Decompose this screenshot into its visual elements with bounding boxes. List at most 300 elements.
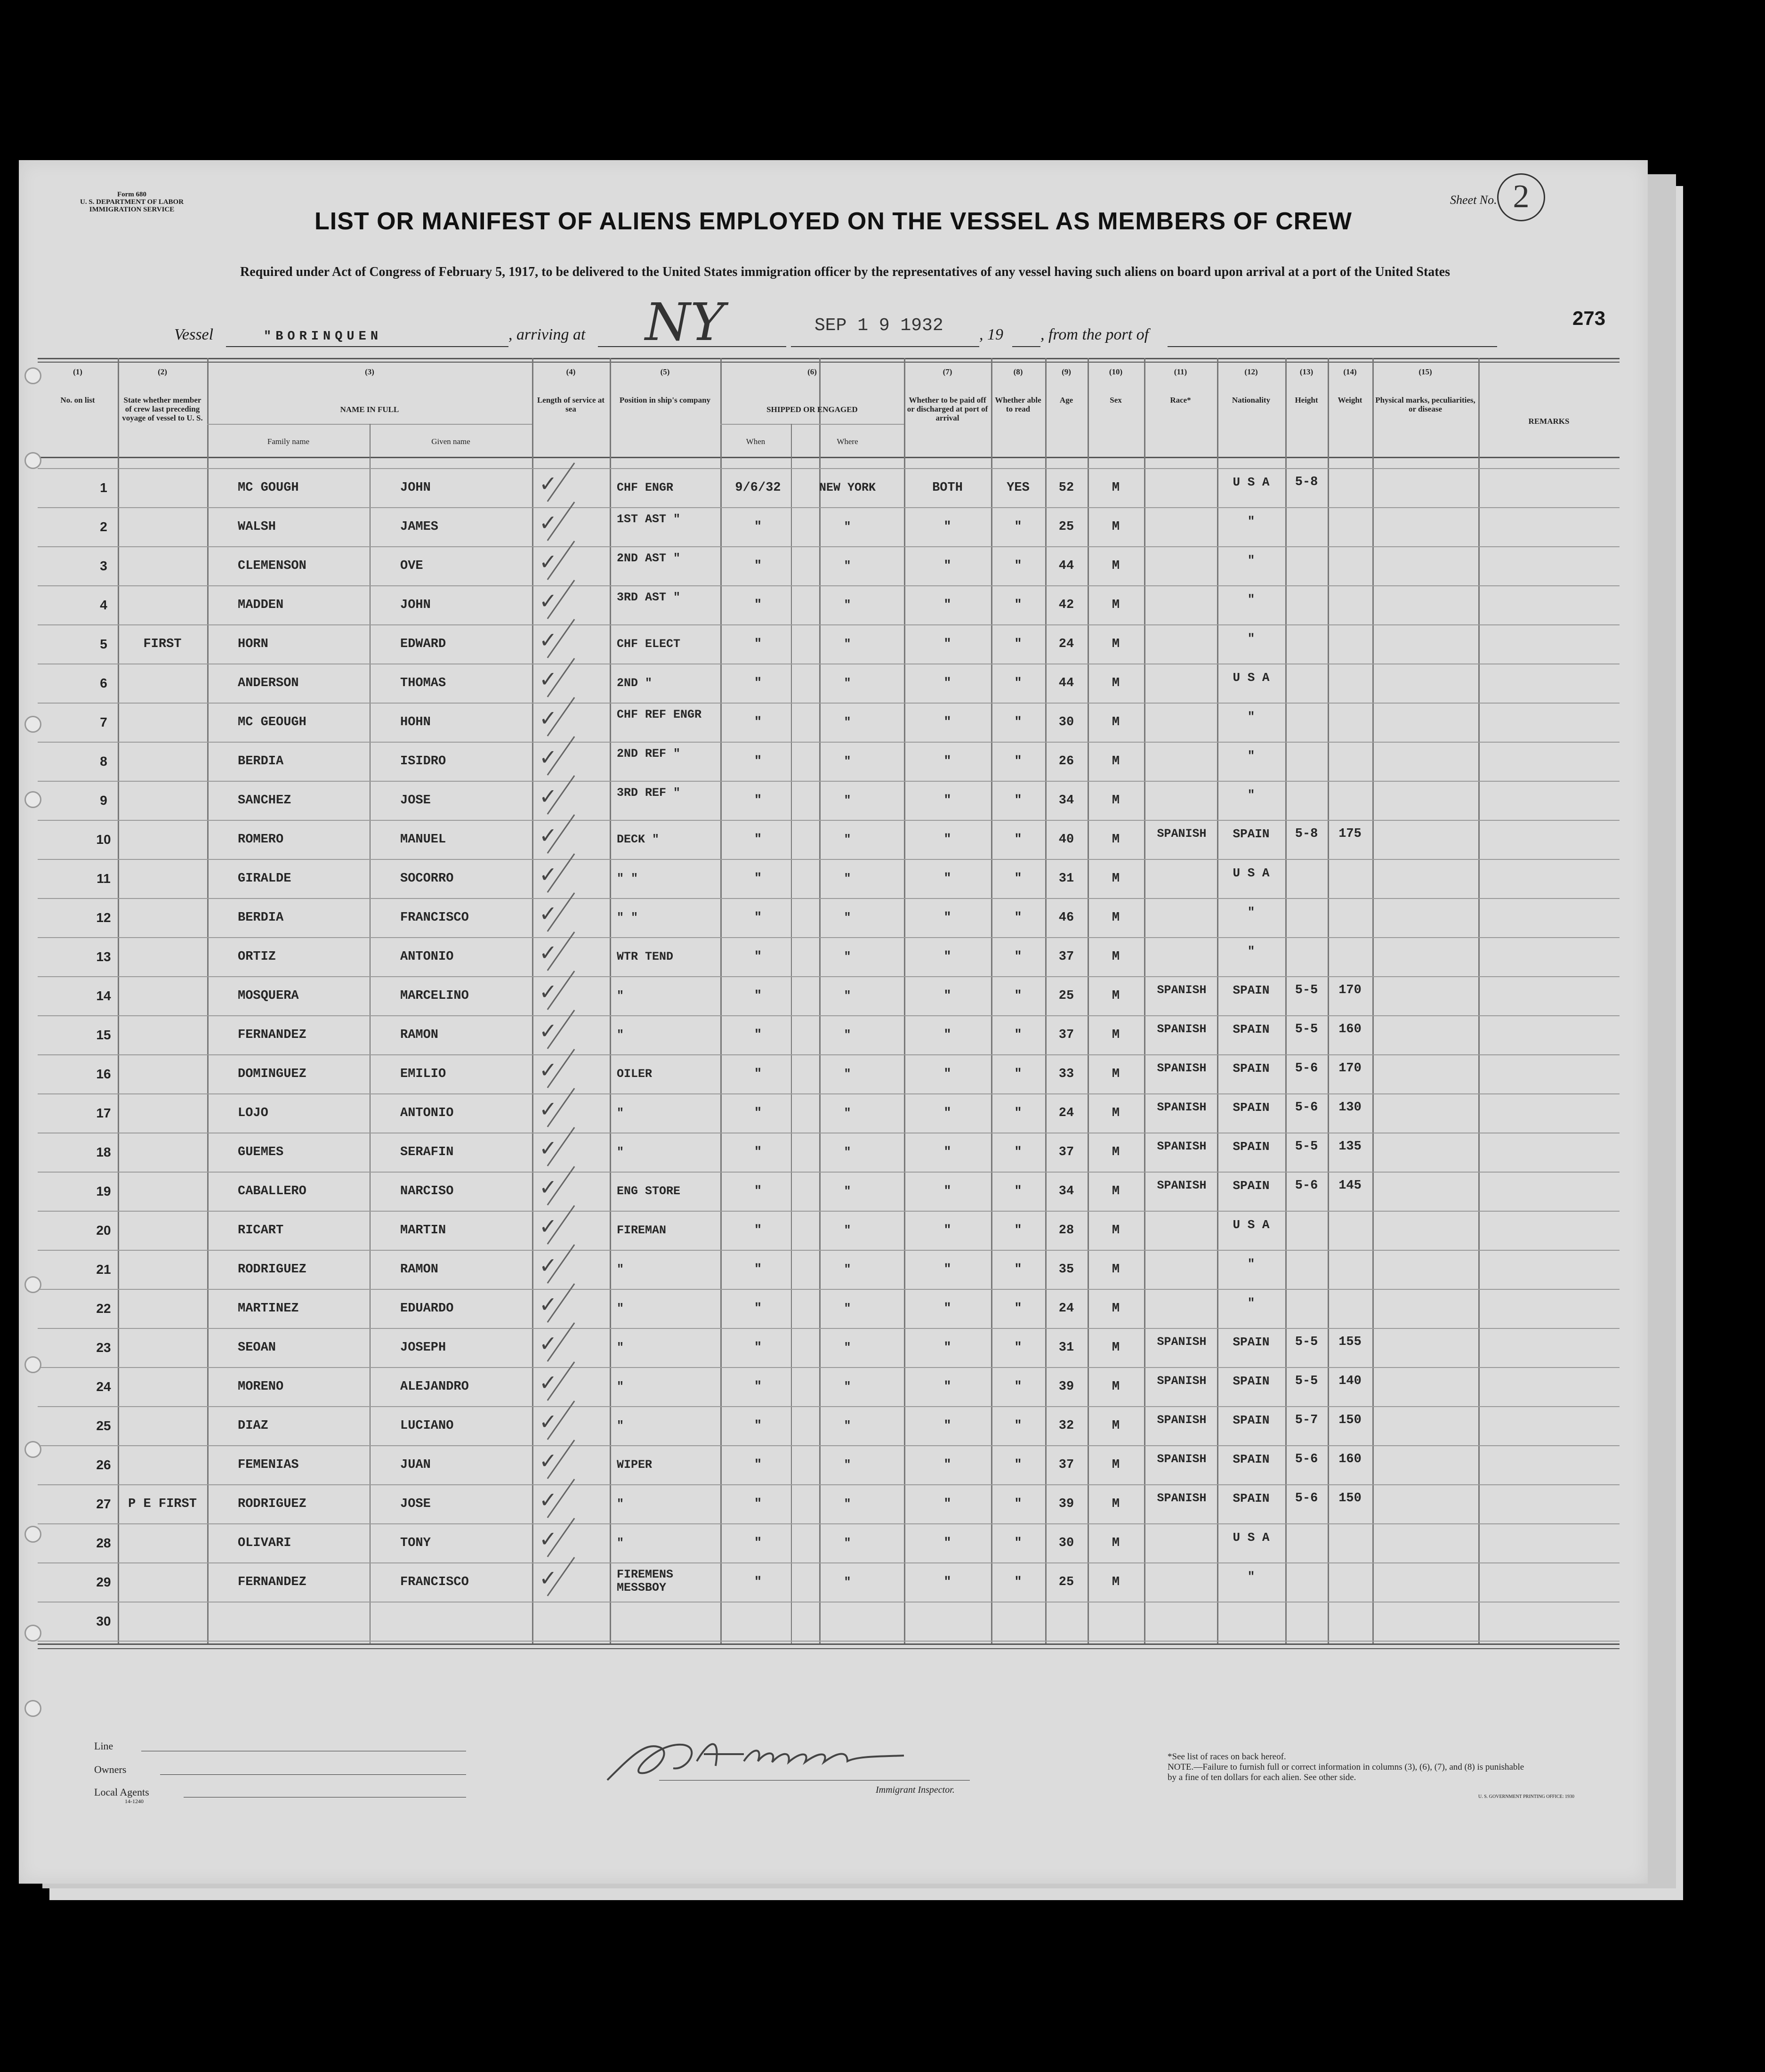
nationality-cell: SPAIN (1233, 1335, 1270, 1349)
paid-off-cell: " (943, 637, 951, 651)
row-number: 1 (100, 480, 107, 495)
header-number: (12) (1244, 367, 1258, 376)
weight-cell: 145 (1338, 1179, 1362, 1193)
penalty-note: NOTE.—Failure to furnish full or correct information in columns (3), (6), (7), and (8) is punishable by a fine of ten dollars for each alien. See other side. (1168, 1762, 1524, 1782)
shipped-where-cell: " (844, 637, 851, 651)
check-mark-icon: ✓ (539, 940, 557, 965)
given-name-cell: MARCELINO (400, 989, 469, 1003)
races-note: *See list of races on back hereof. (1168, 1752, 1286, 1762)
family-name-cell: BERDIA (238, 911, 284, 925)
arriving-at-label: , arriving at (508, 326, 586, 343)
height-cell: 5-6 (1295, 1179, 1318, 1193)
able-to-read-cell: YES (1007, 481, 1030, 495)
given-name-cell: JOHN (400, 481, 431, 495)
row-rule (38, 1523, 1620, 1524)
height-cell: 5-6 (1295, 1061, 1318, 1076)
shipped-where-cell: " (844, 1419, 851, 1433)
row-rule (38, 898, 1620, 899)
given-name-cell: EDWARD (400, 637, 446, 651)
shipped-when-cell: " (754, 559, 762, 573)
from-port-label: , from the port of (1040, 326, 1149, 343)
binder-hole (24, 1625, 41, 1642)
age-cell: 40 (1058, 833, 1074, 847)
vessel-label: Vessel (174, 326, 214, 343)
header-label: Race* (1170, 396, 1191, 405)
shipped-when-cell: " (754, 1497, 762, 1511)
race-cell: SPANISH (1157, 1179, 1207, 1192)
row-number: 7 (100, 715, 107, 729)
shipped-when-cell: " (754, 872, 762, 886)
given-name-cell: OVE (400, 559, 423, 573)
position-cell: ENG STORE (617, 1184, 681, 1198)
race-cell: SPANISH (1157, 1101, 1207, 1114)
weight-cell: 140 (1338, 1374, 1362, 1388)
header-label: Position in ship's company (619, 396, 711, 405)
department-name: U. S. DEPARTMENT OF LABOR (80, 198, 184, 206)
sex-cell: M (1112, 1458, 1120, 1472)
able-to-read-cell: " (1014, 833, 1022, 847)
nationality-cell: " (1247, 631, 1255, 646)
check-mark-icon: ✓ (539, 627, 557, 653)
age-cell: 35 (1058, 1263, 1074, 1277)
nationality-cell: SPAIN (1233, 1179, 1270, 1193)
paid-off-cell: " (943, 520, 951, 534)
row-number: 28 (96, 1536, 111, 1550)
binder-hole (24, 1441, 41, 1458)
check-mark-icon: ✓ (539, 1409, 557, 1434)
shipped-where-cell: " (844, 1575, 851, 1589)
check-mark-icon: ✓ (539, 1565, 557, 1591)
nationality-cell: " (1247, 905, 1255, 919)
header-sublabel: Given name (431, 437, 470, 446)
given-name-cell: FRANCISCO (400, 911, 469, 925)
sex-cell: M (1112, 1106, 1120, 1120)
given-name-cell: JAMES (400, 520, 439, 534)
able-to-read-cell: " (1014, 1536, 1022, 1550)
paid-off-cell: " (943, 598, 951, 612)
age-cell: 25 (1058, 520, 1074, 534)
family-name-cell: OLIVARI (238, 1536, 291, 1550)
nationality-cell: SPAIN (1233, 827, 1270, 841)
given-name-cell: RAMON (400, 1028, 439, 1042)
shipped-where-cell: " (844, 1184, 851, 1198)
age-cell: 37 (1058, 1458, 1074, 1472)
row-number: 8 (100, 754, 107, 769)
header-number: (11) (1174, 367, 1187, 376)
sex-cell: M (1112, 1341, 1120, 1355)
paid-off-cell: " (943, 715, 951, 729)
age-cell: 44 (1058, 676, 1074, 690)
table-top-rule-2 (38, 362, 1620, 363)
column-rule (532, 358, 533, 1643)
weight-cell: 160 (1338, 1452, 1362, 1466)
paid-off-cell: " (943, 1145, 951, 1159)
position-cell: " (617, 1028, 624, 1042)
check-mark-icon: ✓ (539, 784, 557, 809)
row-number: 27 (96, 1497, 111, 1511)
shipped-where-cell: " (844, 1458, 851, 1472)
height-cell: 5-8 (1295, 827, 1318, 841)
binder-hole (24, 1276, 41, 1293)
position-cell: " (617, 1302, 624, 1315)
row-rule (38, 742, 1620, 743)
position-cell: " (617, 1106, 624, 1120)
family-name-cell: MOSQUERA (238, 989, 299, 1003)
race-cell: SPANISH (1157, 1022, 1207, 1036)
shipped-when-cell: " (754, 911, 762, 925)
check-mark-icon: ✓ (539, 549, 557, 575)
binder-hole (24, 1526, 41, 1543)
age-cell: 46 (1058, 911, 1074, 925)
shipped-when-cell: " (754, 1028, 762, 1042)
paid-off-cell: " (943, 676, 951, 690)
given-name-cell: EDUARDO (400, 1302, 454, 1316)
shipped-where-cell: " (844, 754, 851, 768)
row-number: 19 (96, 1184, 111, 1198)
paid-off-cell: " (943, 754, 951, 769)
header-number: (9) (1062, 367, 1071, 376)
able-to-read-cell: " (1014, 1223, 1022, 1238)
shipped-when-cell: 9/6/32 (735, 481, 781, 495)
row-number: 2 (100, 519, 107, 534)
line-label: Line (94, 1740, 113, 1752)
shipped-where-cell: " (844, 676, 851, 690)
owners-label: Owners (94, 1764, 127, 1775)
paid-off-cell: " (943, 872, 951, 886)
paid-off-cell: " (943, 1028, 951, 1042)
race-cell: SPANISH (1157, 983, 1207, 997)
header-label: No. on list (60, 396, 95, 405)
given-name-cell: JOHN (400, 598, 431, 612)
weight-cell: 170 (1338, 983, 1362, 997)
age-cell: 31 (1058, 872, 1074, 886)
printer-imprint: U. S. GOVERNMENT PRINTING OFFICE: 1930 (1478, 1794, 1574, 1799)
given-name-cell: RAMON (400, 1263, 439, 1277)
shipped-where-cell: " (844, 833, 851, 846)
nationality-cell: SPAIN (1233, 1452, 1270, 1466)
row-number: 3 (100, 558, 107, 573)
table-top-rule (38, 358, 1620, 359)
shipped-when-cell: " (754, 1067, 762, 1081)
header-number: (13) (1299, 367, 1314, 376)
check-mark-icon: ✓ (539, 901, 557, 926)
able-to-read-cell: " (1014, 1184, 1022, 1198)
able-to-read-cell: " (1014, 1497, 1022, 1511)
given-name-cell: LUCIANO (400, 1419, 454, 1433)
weight-cell: 170 (1338, 1061, 1362, 1076)
weight-cell: 175 (1338, 827, 1362, 841)
row-rule (38, 1484, 1620, 1485)
position-cell: " (617, 1497, 624, 1511)
shipped-where-cell: " (844, 1223, 851, 1237)
age-cell: 30 (1058, 1536, 1074, 1550)
header-label: Physical marks, peculiarities, or disease (1375, 396, 1475, 413)
nationality-cell: U S A (1233, 866, 1270, 880)
row-rule (38, 1289, 1620, 1290)
nationality-cell: SPAIN (1233, 1140, 1270, 1154)
shipped-when-cell: " (754, 950, 762, 964)
family-name-cell: ORTIZ (238, 950, 276, 964)
shipped-when-cell: " (754, 1263, 762, 1277)
row-rule (38, 1602, 1620, 1603)
age-cell: 31 (1058, 1341, 1074, 1355)
row-rule (38, 507, 1620, 508)
header-label: Length of service at sea (537, 396, 605, 413)
age-cell: 37 (1058, 1145, 1074, 1159)
family-name-cell: FERNANDEZ (238, 1575, 306, 1589)
header-number: (4) (566, 367, 576, 376)
sex-cell: M (1112, 676, 1120, 690)
sex-cell: M (1112, 950, 1120, 964)
header-bottom-rule (38, 457, 1620, 458)
shipped-when-cell: " (754, 676, 762, 690)
shipped-when-cell: " (754, 1419, 762, 1433)
age-cell: 28 (1058, 1223, 1074, 1238)
family-name-cell: MC GEOUGH (238, 715, 306, 729)
shipped-where-cell: " (844, 1067, 851, 1081)
row-number: 11 (97, 871, 111, 886)
column-rule (1144, 358, 1145, 1643)
paid-off-cell: " (943, 1263, 951, 1277)
family-name-cell: ANDERSON (238, 676, 299, 690)
header-number: (3) (365, 367, 374, 376)
row-number: 23 (96, 1340, 111, 1355)
able-to-read-cell: " (1014, 1341, 1022, 1355)
header-label: Whether to be paid off or discharged at port of arrival (907, 396, 988, 422)
check-mark-icon: ✓ (539, 1526, 557, 1552)
given-name-cell: JUAN (400, 1458, 431, 1472)
check-mark-icon: ✓ (539, 1331, 557, 1356)
nationality-cell: " (1247, 1570, 1255, 1584)
shipped-where-cell: " (844, 715, 851, 729)
sex-cell: M (1112, 559, 1120, 573)
able-to-read-cell: " (1014, 872, 1022, 886)
age-cell: 24 (1058, 1302, 1074, 1316)
shipped-when-cell: " (754, 520, 762, 534)
paid-off-cell: " (943, 1419, 951, 1433)
row-rule (38, 1211, 1620, 1212)
manifest-sheet (19, 160, 1648, 1884)
row-rule (38, 1328, 1620, 1329)
shipped-when-cell: " (754, 1302, 762, 1316)
check-mark-icon: ✓ (539, 823, 557, 848)
row-number: 20 (96, 1223, 111, 1238)
name-split-rule (370, 424, 371, 1643)
agents-form-number: 14-1240 (125, 1798, 144, 1805)
row-rule (38, 781, 1620, 782)
weight-cell: 155 (1338, 1335, 1362, 1349)
race-cell: SPANISH (1157, 827, 1207, 841)
header-number: (6) (807, 367, 817, 376)
position-cell: OILER (617, 1067, 653, 1081)
shipped-when-cell: " (754, 1223, 762, 1238)
shipped-when-cell: " (754, 637, 762, 651)
paid-off-cell: " (943, 1341, 951, 1355)
family-name-cell: CLEMENSON (238, 559, 306, 573)
given-name-cell: MARTIN (400, 1223, 446, 1238)
row-number: 5 (100, 637, 107, 651)
local-agents-label: Local Agents (94, 1786, 149, 1798)
header-number: (15) (1418, 367, 1432, 376)
given-name-cell: TONY (400, 1536, 431, 1550)
position-cell: 2ND " (617, 676, 653, 690)
paid-off-cell: " (943, 793, 951, 808)
binder-hole (24, 1700, 41, 1717)
shipped-where-cell: " (844, 1145, 851, 1159)
paid-off-cell: BOTH (932, 481, 963, 495)
shipped-where-cell: " (844, 911, 851, 924)
able-to-read-cell: " (1014, 1575, 1022, 1589)
able-to-read-cell: " (1014, 637, 1022, 651)
able-to-read-cell: " (1014, 676, 1022, 690)
table-bottom-rule (38, 1643, 1620, 1645)
check-mark-icon: ✓ (539, 862, 557, 887)
binder-hole (24, 1356, 41, 1373)
position-cell: WTR TEND (617, 950, 674, 963)
shipped-when-cell: " (754, 1575, 762, 1589)
shipped-when-cell: " (754, 1380, 762, 1394)
family-name-cell: FEMENIAS (238, 1458, 299, 1472)
race-cell: SPANISH (1157, 1452, 1207, 1466)
race-cell: SPANISH (1157, 1374, 1207, 1388)
given-name-cell: FRANCISCO (400, 1575, 469, 1589)
header-number: (10) (1109, 367, 1123, 376)
position-cell: " (617, 1341, 624, 1354)
shipped-where-cell: " (844, 1536, 851, 1550)
sex-cell: M (1112, 911, 1120, 925)
check-mark-icon: ✓ (539, 1057, 557, 1083)
previous-voyage-cell: P E FIRST (128, 1497, 197, 1511)
header-number: (1) (73, 367, 82, 376)
service-name: IMMIGRATION SERVICE (89, 206, 175, 213)
shipped-where-cell: " (844, 1380, 851, 1393)
nationality-cell: U S A (1233, 475, 1270, 489)
shipped-when-cell: " (754, 1341, 762, 1355)
shipped-when-cell: " (754, 754, 762, 769)
able-to-read-cell: " (1014, 911, 1022, 925)
paid-off-cell: " (943, 1575, 951, 1589)
age-cell: 33 (1058, 1067, 1074, 1081)
row-rule (38, 937, 1620, 938)
sex-cell: M (1112, 1419, 1120, 1433)
position-cell: " (617, 989, 624, 1003)
sex-cell: M (1112, 1145, 1120, 1159)
position-cell: DECK " (617, 833, 660, 846)
shipped-where-cell: " (844, 1302, 851, 1315)
column-rule (118, 358, 119, 1643)
family-name-cell: WALSH (238, 520, 276, 534)
nationality-cell: " (1247, 1296, 1255, 1310)
header-label: Age (1059, 396, 1073, 405)
sex-cell: M (1112, 754, 1120, 769)
able-to-read-cell: " (1014, 1067, 1022, 1081)
position-cell: 3RD REF " (617, 786, 681, 800)
height-cell: 5-5 (1295, 983, 1318, 997)
row-number: 10 (96, 832, 111, 847)
sex-cell: M (1112, 598, 1120, 612)
immigrant-inspector-label: Immigrant Inspector. (876, 1785, 955, 1795)
position-cell: FIREMENS MESSBOY (617, 1568, 674, 1594)
row-rule (38, 1250, 1620, 1251)
shipped-when-cell: " (754, 1145, 762, 1159)
family-name-cell: GUEMES (238, 1145, 284, 1159)
header-label: Sex (1110, 396, 1122, 405)
paid-off-cell: " (943, 1067, 951, 1081)
shipped-where-cell: " (844, 1497, 851, 1511)
shipped-where-cell: NEW YORK (819, 481, 876, 494)
check-mark-icon: ✓ (539, 1487, 557, 1513)
shipped-where-cell: " (844, 1106, 851, 1120)
position-cell: WIPER (617, 1458, 653, 1472)
position-cell: " " (617, 872, 638, 885)
header-sublabel: Family name (267, 437, 310, 446)
paid-off-cell: " (943, 1184, 951, 1198)
able-to-read-cell: " (1014, 598, 1022, 612)
paid-off-cell: " (943, 1302, 951, 1316)
position-cell: 1ST AST " (617, 512, 681, 526)
year-label: , 19 (979, 326, 1003, 343)
inspector-signature (603, 1728, 932, 1785)
given-name-cell: SOCORRO (400, 872, 454, 886)
nationality-cell: " (1247, 592, 1255, 607)
row-number: 25 (96, 1418, 111, 1433)
header-number: (14) (1343, 367, 1357, 376)
shipped-subheader-rule (720, 424, 904, 425)
row-number: 17 (96, 1106, 111, 1120)
check-mark-icon: ✓ (539, 1214, 557, 1239)
given-name-cell: SERAFIN (400, 1145, 454, 1159)
family-name-cell: DIAZ (238, 1419, 268, 1433)
nationality-cell: U S A (1233, 671, 1270, 685)
paid-off-cell: " (943, 833, 951, 847)
able-to-read-cell: " (1014, 989, 1022, 1003)
height-cell: 5-6 (1295, 1491, 1318, 1505)
nationality-cell: " (1247, 514, 1255, 528)
nationality-cell: SPAIN (1233, 1491, 1270, 1505)
row-number: 9 (100, 793, 107, 808)
vessel-name: "BORINQUEN (264, 330, 383, 344)
header-number: (2) (158, 367, 167, 376)
weight-cell: 150 (1338, 1491, 1362, 1505)
able-to-read-cell: " (1014, 1458, 1022, 1472)
nationality-cell: SPAIN (1233, 1374, 1270, 1388)
height-cell: 5-6 (1295, 1101, 1318, 1115)
able-to-read-cell: " (1014, 1106, 1022, 1120)
shipped-when-cell: " (754, 715, 762, 729)
shipped-when-cell: " (754, 1184, 762, 1198)
race-cell: SPANISH (1157, 1061, 1207, 1075)
able-to-read-cell: " (1014, 715, 1022, 729)
header-label: SHIPPED OR ENGAGED (766, 405, 858, 414)
row-rule (38, 624, 1620, 625)
sex-cell: M (1112, 1536, 1120, 1550)
able-to-read-cell: " (1014, 520, 1022, 534)
header-sublabel: Where (837, 437, 858, 446)
shipped-where-cell: " (844, 1263, 851, 1276)
column-rule (1372, 358, 1374, 1643)
age-cell: 52 (1058, 481, 1074, 495)
given-name-cell: NARCISO (400, 1184, 454, 1198)
age-cell: 32 (1058, 1419, 1074, 1433)
previous-voyage-cell: FIRST (143, 637, 182, 651)
sex-cell: M (1112, 1302, 1120, 1316)
position-cell: 2ND AST " (617, 551, 681, 565)
family-name-cell: FERNANDEZ (238, 1028, 306, 1042)
row-rule (38, 1093, 1620, 1094)
sex-cell: M (1112, 520, 1120, 534)
sex-cell: M (1112, 637, 1120, 651)
header-label: Whether able to read (995, 396, 1041, 413)
